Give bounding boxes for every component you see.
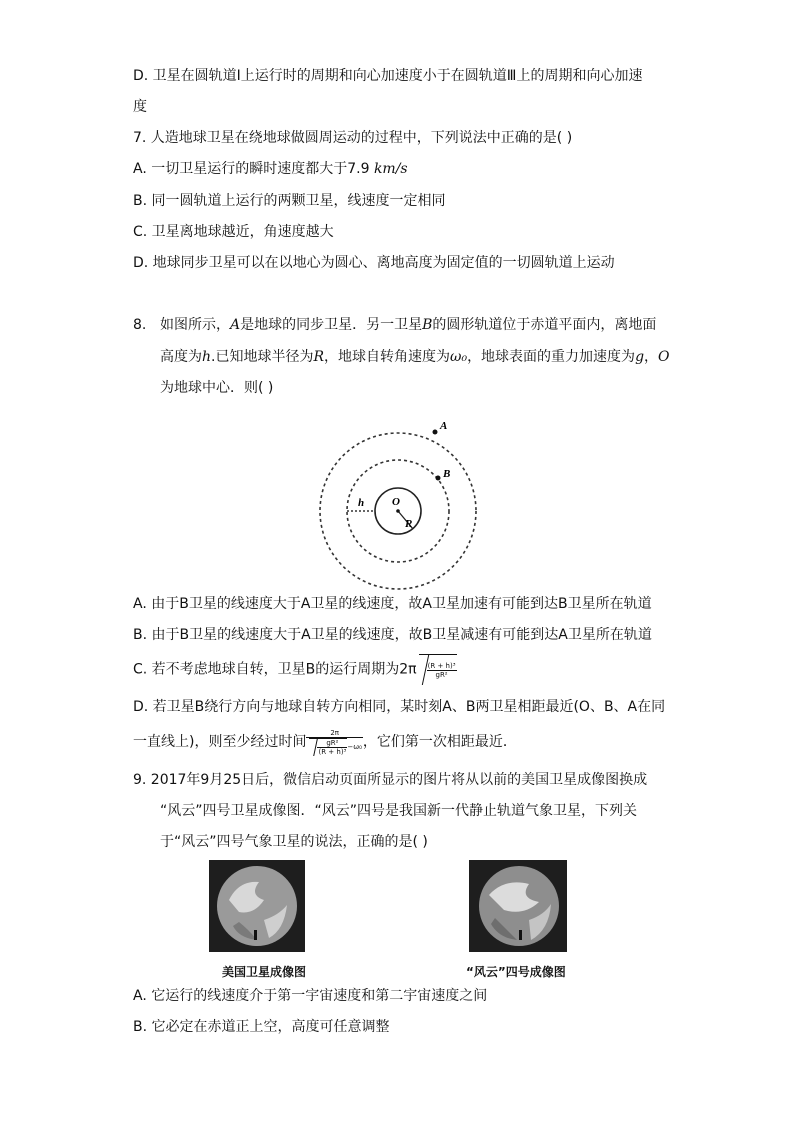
q8-var-g: g — [635, 349, 645, 365]
q9-stem-line2: “风云”四号卫星成像图．“风云”四号是我国新一代静止轨道气象卫星，下列关 — [160, 803, 638, 819]
time-fraction — [306, 729, 362, 756]
inner-numerator: gR² — [317, 739, 347, 748]
q8-text: 是地球的同步卫星．另一卫星 — [240, 317, 423, 333]
time-fraction-numerator: 2π — [306, 729, 362, 738]
orbit-diagram — [310, 415, 490, 595]
center-dot — [396, 509, 400, 513]
q9-option-a: A. 它运行的线速度介于第一宇宙速度和第二宇宙速度之间 — [133, 988, 488, 1004]
q8-option-b: B. 由于B卫星的线速度大于A卫星的线速度，故B卫星减速有可能到达A卫星所在轨道 — [133, 627, 652, 643]
q8-stem-line2 — [160, 347, 670, 367]
label-h: h — [358, 497, 365, 509]
q7-option-a-value: 7.9 — [347, 161, 370, 177]
q7-option-d: D. 地球同步卫星可以在以地心为圆心、离地高度为固定值的一切圆轨道上运动 — [133, 255, 615, 271]
q9-stem-line3: 于“风云”四号气象卫星的说法，正确的是( ) — [160, 834, 428, 850]
sqrt-sign — [309, 738, 347, 756]
caption-fengyun-image: “风云”四号成像图 — [466, 965, 566, 979]
q8-var-h: h — [202, 349, 212, 365]
q8-number: 8. — [133, 317, 147, 333]
label-r: R — [405, 518, 413, 530]
q8-var-b: B — [422, 317, 433, 333]
q8-text: ， — [644, 349, 659, 365]
q7-option-a-text: A. 一切卫星运行的瞬时速度都大于 — [133, 161, 348, 177]
label-o: O — [392, 496, 400, 508]
inner-denominator: (R + h)³ — [318, 747, 347, 756]
q8-text: 高度为 — [160, 349, 202, 365]
q8-option-d-text-end: ，它们第一次相距最近． — [362, 734, 517, 750]
q8-option-a: A. 由于B卫星的线速度大于A卫星的线速度，故A卫星加速有可能到达B卫星所在轨道 — [133, 596, 652, 612]
q7-option-b: B. 同一圆轨道上运行的两颗卫星，线速度一定相同 — [133, 193, 446, 209]
q8-option-c-text: C. 若不考虑地球自转，卫星B的运行周期为2π — [133, 661, 417, 678]
q9-stem-line1: 9. 2017年9月25日后，微信启动页面所显示的图片将从以前的美国卫星成像图换成 — [133, 772, 648, 788]
fraction — [427, 662, 457, 679]
earth-globe-icon — [469, 860, 567, 952]
time-fraction-denominator — [306, 738, 362, 756]
label-a: A — [440, 420, 448, 432]
fraction-numerator: (R + h)³ — [427, 661, 456, 670]
label-b: B — [443, 468, 451, 480]
q8-stem-line1 — [160, 315, 656, 335]
q8-var-r: R — [313, 349, 325, 365]
caption-us-image: 美国卫星成像图 — [222, 965, 307, 979]
q8-text: 的圆形轨道位于赤道平面内，离地面 — [432, 317, 657, 333]
q8-var-o: O — [658, 349, 670, 365]
q8-text: ，地球自转角速度为 — [324, 349, 451, 365]
inner-fraction — [317, 739, 347, 756]
omega-term: −ω₀ — [347, 742, 362, 751]
q9-option-b: B. 它必定在赤道正上空，高度可任意调整 — [133, 1019, 390, 1035]
q8-option-c — [133, 654, 457, 684]
q8-text: .已知地球半径为 — [211, 349, 314, 365]
satellite-b-dot — [436, 476, 441, 481]
satellite-a-dot — [433, 430, 438, 435]
q6-option-d-line1: D. 卫星在圆轨道Ⅰ上运行时的周期和向心加速度小于在圆轨道Ⅲ上的周期和向心加速 — [133, 68, 643, 84]
q8-option-d-text: 一直线上)，则至少经过时间 — [133, 734, 307, 750]
q7-option-a-unit: km/s — [373, 161, 408, 177]
q7-option-a — [133, 159, 408, 179]
q8-option-d-line2 — [133, 722, 517, 762]
q8-text: ，地球表面的重力加速度为 — [467, 349, 636, 365]
q7-stem: 7. 人造地球卫星在绕地球做圆周运动的过程中，下列说法中正确的是( ) — [133, 130, 573, 146]
earth-globe-icon — [209, 860, 305, 952]
q8-stem-line3: 为地球中心．则( ) — [160, 380, 274, 396]
q8-option-d-line1: D. 若卫星B绕行方向与地球自转方向相同，某时刻A、B两卫星相距最近(O、B、A在同 — [133, 699, 666, 715]
q8-var-omega: ω₀ — [450, 349, 468, 365]
sqrt-sign — [419, 654, 457, 685]
q7-option-c: C. 卫星离地球越近，角速度越大 — [133, 224, 334, 240]
us-satellite-image — [209, 860, 305, 952]
q8-var-a: A — [230, 317, 241, 333]
q8-text: 如图所示， — [160, 317, 230, 333]
fengyun-satellite-image — [469, 860, 567, 952]
q6-option-d-line2: 度 — [133, 99, 147, 115]
fraction-denominator: gR² — [435, 670, 448, 679]
